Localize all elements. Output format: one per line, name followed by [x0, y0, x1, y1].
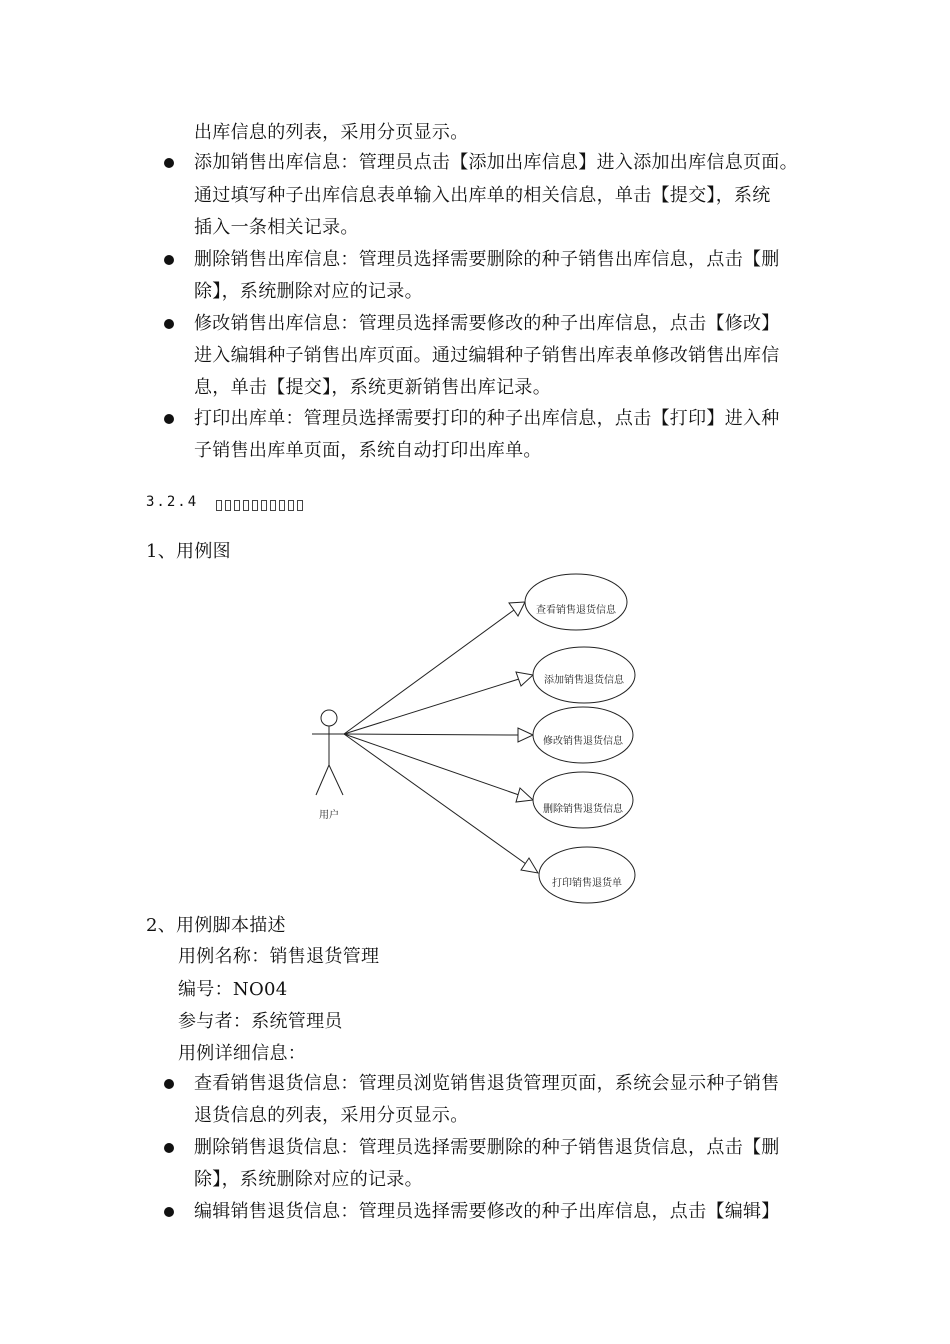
text-line: 除】，系统删除对应的记录。: [194, 281, 423, 302]
text-line: 删除销售出库信息：管理员选择需要删除的种子销售出库信息，点击【删: [194, 249, 780, 270]
text-line: 退货信息的列表，采用分页显示。: [194, 1105, 469, 1126]
arrowhead-icon: [521, 858, 538, 873]
use-case-label: 添加销售退货信息: [544, 675, 624, 686]
bullet-icon: [164, 1207, 174, 1217]
text-line: 子销售出库单页面，系统自动打印出库单。: [194, 440, 542, 461]
diagram-title: 1、用例图: [146, 541, 231, 562]
text-line: 出库信息的列表，采用分页显示。: [194, 122, 469, 143]
bullet-icon: [164, 1079, 174, 1089]
arrowhead-icon: [516, 788, 533, 802]
text-line: 插入一条相关记录。: [194, 217, 359, 238]
text-line: 进入编辑种子销售出库页面。通过编辑种子销售出库表单修改销售出库信: [194, 345, 780, 366]
use-case-label: 打印销售退货单: [552, 878, 622, 889]
use-case-label: 删除销售退货信息: [543, 804, 623, 815]
script-title: 2、用例脚本描述: [146, 915, 286, 936]
use-case-label: 查看销售退货信息: [536, 605, 616, 616]
field-number: 编号：NO04: [178, 979, 288, 1000]
use-case-label: 修改销售退货信息: [543, 736, 623, 747]
text-line: 删除销售退货信息：管理员选择需要删除的种子销售退货信息，点击【删: [194, 1137, 780, 1158]
arrowhead-icon: [518, 728, 533, 742]
section-number: 3.2.4: [146, 494, 199, 510]
text-line: 打印出库单：管理员选择需要打印的种子出库信息，点击【打印】进入种: [194, 408, 780, 429]
field-details-label: 用例详细信息：: [178, 1043, 307, 1064]
arrowhead-icon: [516, 672, 533, 686]
text-line: 添加销售出库信息：管理员点击【添加出库信息】进入添加出库信息页面。: [194, 152, 798, 173]
text-line: 通过填写种子出库信息表单输入出库单的相关信息，单击【提交】，系统: [194, 185, 771, 206]
actor-icon: [312, 710, 346, 795]
text-line: 修改销售出库信息：管理员选择需要修改的种子出库信息，点击【修改】: [194, 313, 780, 334]
use-case-ellipse: [525, 574, 627, 630]
text-line: 编辑销售退货信息：管理员选择需要修改的种子出库信息，点击【编辑】: [194, 1201, 780, 1222]
use-case-ellipse: [533, 707, 633, 763]
arrowhead-icon: [509, 602, 525, 616]
association-line: [344, 734, 526, 864]
association-line: [344, 610, 514, 734]
bullet-icon: [164, 1143, 174, 1153]
actor-label: 用户: [319, 810, 339, 821]
text-line: 除】，系统删除对应的记录。: [194, 1169, 423, 1190]
association-line: [344, 734, 518, 735]
use-case-ellipse: [539, 847, 635, 903]
use-case-ellipse: [533, 772, 633, 828]
field-participant: 参与者：系统管理员: [178, 1011, 343, 1032]
association-line: [344, 679, 519, 734]
field-usecase-name: 用例名称：销售退货管理: [178, 946, 380, 967]
text-line: 查看销售退货信息：管理员浏览销售退货管理页面，系统会显示种子销售: [194, 1073, 780, 1094]
association-line: [344, 734, 519, 795]
text-line: 息，单击【提交】，系统更新销售出库记录。: [194, 377, 551, 398]
